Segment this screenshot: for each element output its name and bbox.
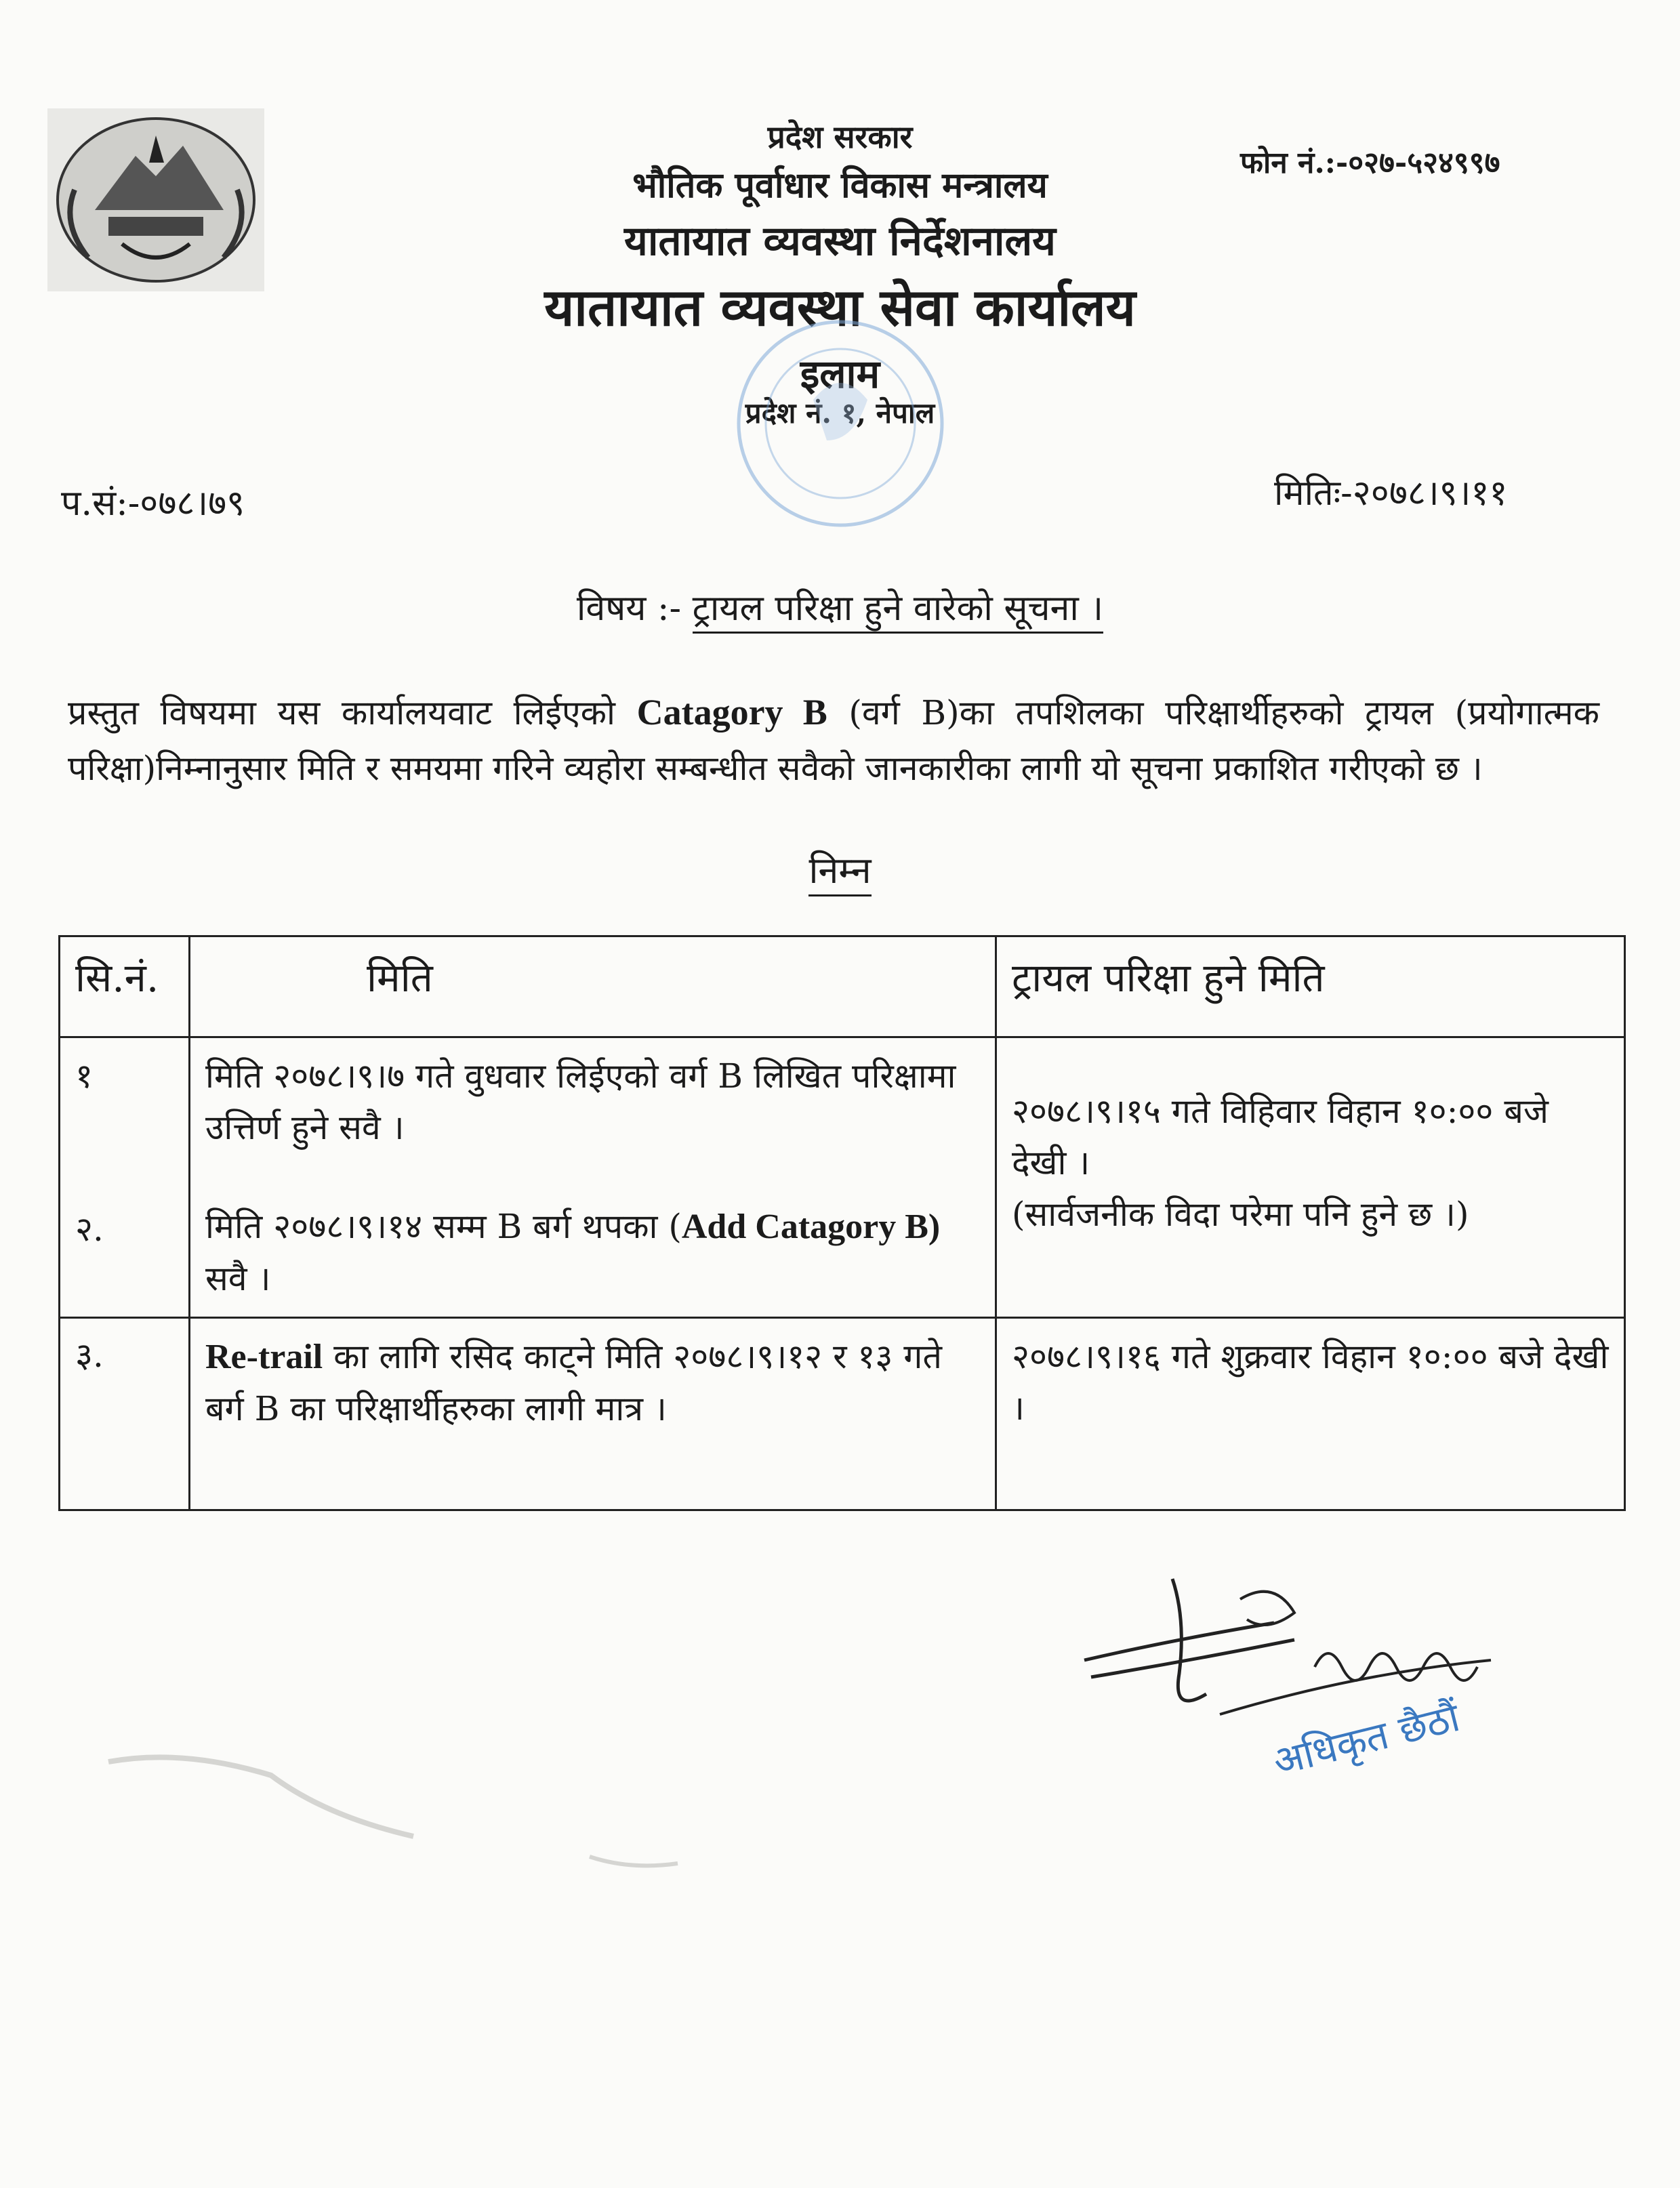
office-seal-icon [712,312,969,535]
body-text-part2: (वर्ग B)का तपशिलका परिक्षार्थीहरुको ट्रायल (प्रयोगात्मक परिक्षा)निम्नानुसार मिति र समयमा गरिने व्यहोरा सम्बन्धीत सवैको जानकारीका लागी यो सूचना प्रकाशित गरीएको छ । [68,693,1599,788]
header-serial: सि.नं. [60,936,190,1037]
row-trial-1: २०७८।९।१५ गते विहिवार विहान १०:०० बजे देखी । [1012,1092,1549,1182]
row-serial-1: १ [75,1056,93,1096]
letterhead-line-ministry: भौतिक पूर्वाधार विकास मन्त्रालय [632,165,1048,206]
table-header-row [60,936,1625,1037]
subject-text: ट्रायल परिक्षा हुने वारेको सूचना । [693,588,1104,634]
body-text-part1: प्रस्तुत विषयमा यस कार्यालयवाट लिईएको [68,693,616,732]
subject-line [0,583,1680,631]
letterhead-line-address: प्रदेश नं. १, नेपाल [745,396,935,430]
row-serial-2: २. [75,1210,104,1249]
header-trial-date: ट्रायल परिक्षा हुने मिति [996,936,1625,1037]
letterhead-line-district: इलाम [800,351,880,397]
row-trial-cell [996,1037,1625,1318]
header-date: मिति [190,936,996,1037]
trial-schedule-table [58,935,1626,1511]
list-heading [0,844,1680,894]
list-heading-text: निम्न [808,849,871,896]
row-description-3 [190,1318,996,1510]
row-description-3-en: Re-trail [205,1338,323,1376]
table-row [60,1037,1625,1318]
letter-date: मितिः-२०७८।९।११ [1274,473,1508,514]
subject-prefix: विषय :- [576,588,682,629]
row-description-2-post: सवै । [205,1259,271,1298]
letterhead-line-directorate: यातायात व्यवस्था निर्देशनालय [624,218,1056,265]
signature-icon [1071,1559,1559,1748]
table-row [60,1318,1625,1510]
letterhead-line-province: प्रदेश सरकार [767,119,913,155]
row-description-2-pre: मिति २०७८।९।१४ सम्म B बर्ग थपका ( [205,1207,682,1246]
row-serial-3: ३. [60,1318,190,1510]
row-description-1: मिति २०७८।९।७ गते वुधवार लिईएको वर्ग B लिखित परिक्षामा उत्तिर्ण हुने सवै । [205,1056,956,1147]
row-trial-3: २०७८।९।१६ गते शुक्रवार विहान १०:०० बजे देखी । [996,1318,1625,1510]
row-description-2 [205,1201,980,1304]
body-category: Catagory B [636,692,827,732]
reference-number: प.सं:-०७८।७९ [61,483,245,524]
row-description-3-rest: का लागि रसिद काट्ने मिति २०७८।९।१२ र १३ गते बर्ग B का परिक्षार्थीहरुका लागी मात्र । [205,1337,942,1428]
row-description-cell [190,1037,996,1318]
officer-stamp: अधिकृत छैठौं [1268,1693,1464,1785]
scan-smudge-icon [102,1735,698,1884]
body-paragraph [68,684,1599,796]
row-serial-cell [60,1037,190,1318]
row-trial-note: (सार्वजनीक विदा परेमा पनि हुने छ ।) [1012,1195,1469,1234]
row-description-2-en: Add Catagory B) [681,1207,941,1246]
letterhead-line-office: यातायात व्यवस्था सेवा कार्यालय [544,277,1136,337]
phone-number: फोन नं.:-०२७-५२४९९७ [1240,146,1500,180]
